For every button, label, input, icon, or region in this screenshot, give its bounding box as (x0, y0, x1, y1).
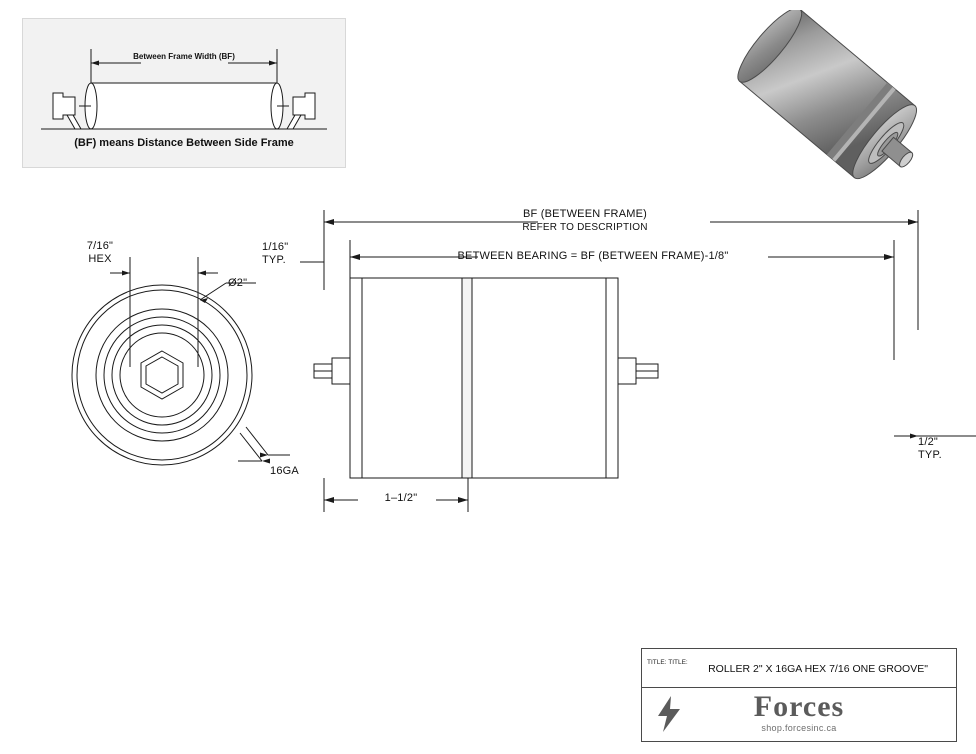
bf-dimension-label: BF (BETWEEN FRAME) (523, 208, 647, 220)
typ-1-2-label-line1: 1/2" (918, 436, 938, 448)
typ-1-16-label-line2: TYP. (262, 254, 286, 266)
brand-url: shop.forcesinc.ca (761, 723, 837, 733)
title-block-label (647, 658, 688, 668)
title-block-brand-row (642, 688, 956, 740)
brand-lockup (754, 692, 844, 733)
end-view-section (50, 255, 310, 495)
gauge-label: 16GA (270, 465, 299, 477)
title-block-value: ROLLER 2" X 16GA HEX 7/16 ONE GROOVE" (708, 663, 928, 675)
between-bearing-label: BETWEEN BEARING = BF (BETWEEN FRAME)-1/8" (457, 250, 729, 262)
inset-caption: (BF) means Distance Between Side Frame (74, 137, 294, 149)
typ-1-16-label-line1: 1/16" (262, 241, 289, 253)
title-block-label-line2: TITLE: (668, 659, 688, 666)
lightning-bolt-icon (656, 696, 682, 732)
isometric-roller-view (712, 10, 970, 200)
typ-1-2-label-line2: TYP. (918, 449, 942, 461)
title-block-title-row (642, 649, 956, 688)
title-block-label-line1: TITLE: (647, 659, 667, 666)
diameter-label: Ø2" (228, 277, 248, 289)
between-frame-inset (22, 18, 346, 168)
inset-title: Between Frame Width (BF) (133, 52, 235, 61)
groove-offset-label: 1–1/2" (384, 492, 418, 504)
hex-dim-label-line1: 7/16" (86, 240, 114, 252)
hex-dim-label-line2: HEX (88, 253, 112, 265)
bf-dimension-sublabel: REFER TO DESCRIPTION (522, 222, 648, 233)
brand-name: Forces (753, 690, 845, 723)
title-block (641, 648, 957, 742)
